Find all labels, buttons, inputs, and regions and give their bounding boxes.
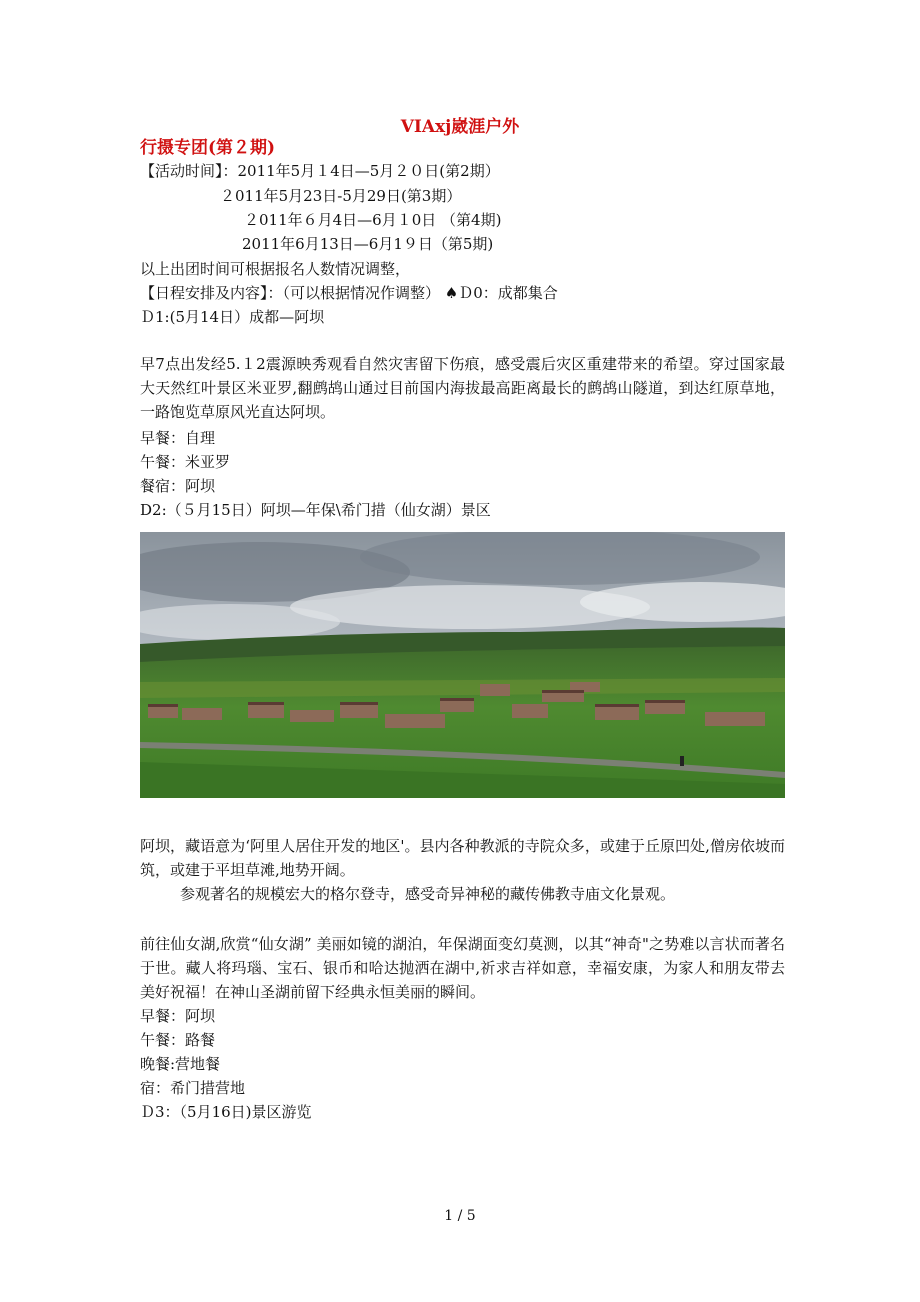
day2-breakfast: 早餐：阿坝 (140, 1007, 216, 1025)
document-title: ⅤIAxj崴涯户外 (400, 117, 520, 137)
day1-lunch: 午餐：米亚罗 (140, 453, 231, 471)
day1-breakfast: 早餐：自理 (140, 429, 216, 447)
schedule-line-1: 【活动时间】：2011年5月１4日—5月２０日(第2期） (140, 162, 500, 180)
document-subtitle: 行摄专团(第２期) (140, 138, 276, 158)
grassland-village-photo (140, 532, 785, 798)
schedule-plan: 【日程安排及内容】：（可以根据情况作调整） ♠Ｄ0：成都集合 (140, 284, 558, 302)
day2-lunch: 午餐：路餐 (140, 1031, 216, 1049)
day1-description: 早7点出发经5.１2震源映秀观看自然灾害留下伤痕，感受震后灾区重建带来的希望。穿过国家最大天然红叶景区米亚罗,翻鹧鸪山通过目前国内海拔最高距离最长的鹧鸪山隧道，到达红原草地，一路饱览草原风光直达阿坝。 (140, 355, 785, 421)
schedule-note: 以上出团时间可根据报名人数情况调整， (140, 260, 411, 278)
day2-description-lake: 前往仙女湖,欣赏“仙女湖” 美丽如镜的湖泊，年保湖面变幻莫测，以其“神奇"之势难以言状而著名于世。藏人将玛瑙、宝石、银币和哈达抛洒在湖中,祈求吉祥如意，幸福安康，为家人和朋友带去美好祝福！在神山圣湖前留下经典永恒美丽的瞬间。 (140, 935, 785, 1001)
day2-heading: D2:（５月15日）阿坝—年保\希门措（仙女湖）景区 (140, 501, 491, 519)
day2-lodging: 宿：希门措营地 (140, 1079, 246, 1097)
day2-description-aba: 阿坝，藏语意为‘阿里人居住开发的地区'。县内各种教派的寺院众多，或建于丘原凹处,僧房依坡而筑，或建于平坦草滩,地势开阔。 (140, 837, 785, 879)
page-number: 1 / 5 (444, 1208, 476, 1224)
day1-lodging: 餐宿：阿坝 (140, 477, 216, 495)
day2-dinner: 晚餐:营地餐 (140, 1055, 221, 1073)
schedule-line-2: ２011年5月23日-5月29日(第3期） (220, 187, 462, 205)
schedule-line-4: 2011年6月13日—6月1９日（第5期) (242, 235, 494, 253)
day3-heading: Ｄ3：（5月16日)景区游览 (140, 1103, 312, 1121)
day1-heading: Ｄ1:(5月14日）成都—阿坝 (140, 308, 325, 326)
day2-description-temple: 参观著名的规模宏大的格尔登寺，感受奇异神秘的藏传佛教寺庙文化景观。 (180, 885, 676, 903)
schedule-line-3: ２011年６月4日—6月１0日 （第4期) (244, 211, 502, 229)
